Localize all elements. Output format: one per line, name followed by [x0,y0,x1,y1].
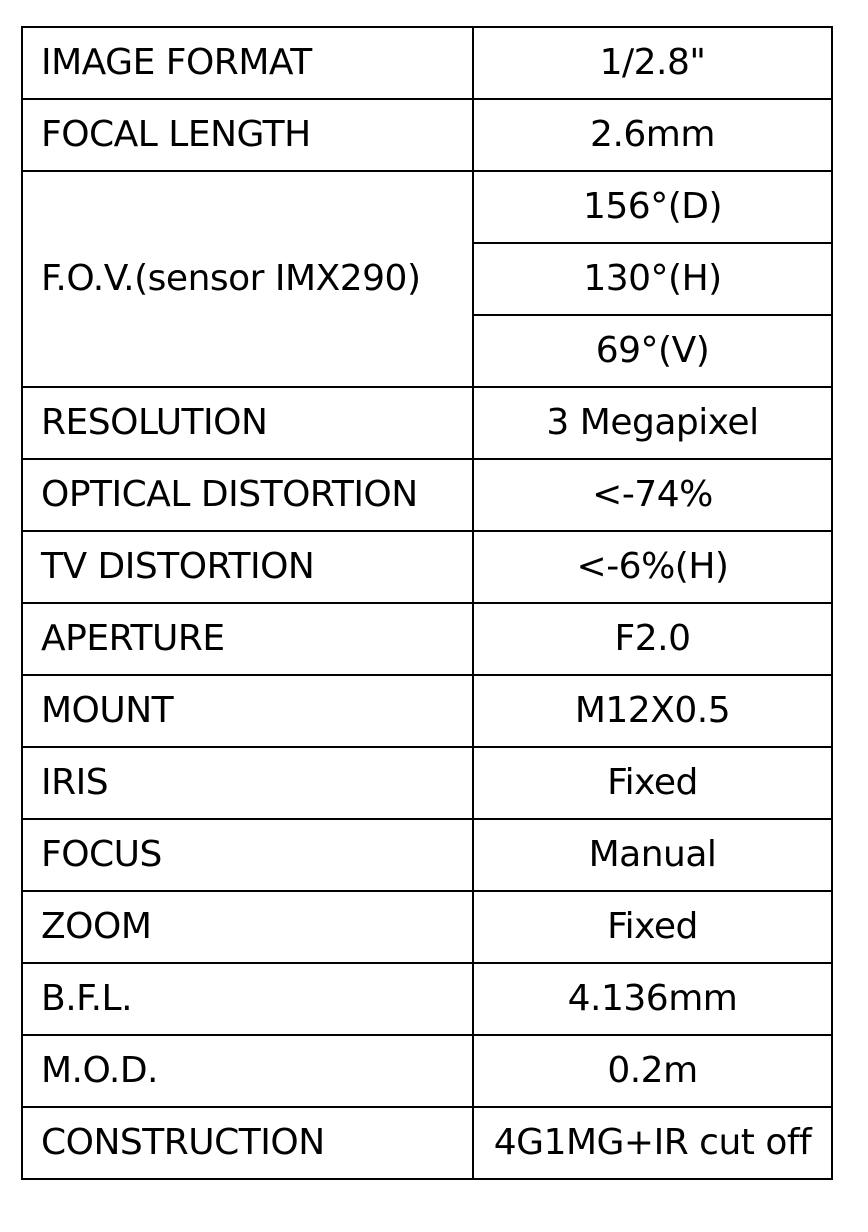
spec-value-optical-distortion: <-74% [473,459,832,531]
spec-value-image-format: 1/2.8" [473,27,832,99]
spec-label-image-format: IMAGE FORMAT [22,27,473,99]
spec-value-fov-diagonal: 156°(D) [473,171,832,243]
spec-value-fov-horizontal: 130°(H) [473,243,832,315]
spec-label-focus: FOCUS [22,819,473,891]
table-row [22,459,832,531]
spec-label-fov: F.O.V.(sensor IMX290) [22,171,473,387]
spec-value-focus: Manual [473,819,832,891]
spec-label-optical-distortion: OPTICAL DISTORTION [22,459,473,531]
table-row [22,387,832,459]
spec-label-construction: CONSTRUCTION [22,1107,473,1179]
table-row [22,27,832,99]
table-row [22,171,832,243]
spec-label-mod: M.O.D. [22,1035,473,1107]
spec-value-tv-distortion: <-6%(H) [473,531,832,603]
spec-value-fov-vertical: 69°(V) [473,315,832,387]
spec-value-mount: M12X0.5 [473,675,832,747]
table-row [22,1035,832,1107]
table-row [22,99,832,171]
spec-label-resolution: RESOLUTION [22,387,473,459]
table-row [22,963,832,1035]
table-row [22,675,832,747]
spec-label-bfl: B.F.L. [22,963,473,1035]
table-row [22,531,832,603]
spec-value-zoom: Fixed [473,891,832,963]
lens-spec-table [21,26,833,1180]
spec-label-focal-length: FOCAL LENGTH [22,99,473,171]
table-row [22,747,832,819]
spec-value-focal-length: 2.6mm [473,99,832,171]
spec-label-aperture: APERTURE [22,603,473,675]
spec-label-mount: MOUNT [22,675,473,747]
spec-value-bfl: 4.136mm [473,963,832,1035]
spec-value-iris: Fixed [473,747,832,819]
table-row [22,819,832,891]
spec-label-tv-distortion: TV DISTORTION [22,531,473,603]
spec-value-resolution: 3 Megapixel [473,387,832,459]
spec-value-mod: 0.2m [473,1035,832,1107]
table-row [22,891,832,963]
spec-label-zoom: ZOOM [22,891,473,963]
table-row [22,603,832,675]
spec-value-construction: 4G1MG+IR cut off [473,1107,832,1179]
table-row [22,1107,832,1179]
spec-label-iris: IRIS [22,747,473,819]
spec-value-aperture: F2.0 [473,603,832,675]
